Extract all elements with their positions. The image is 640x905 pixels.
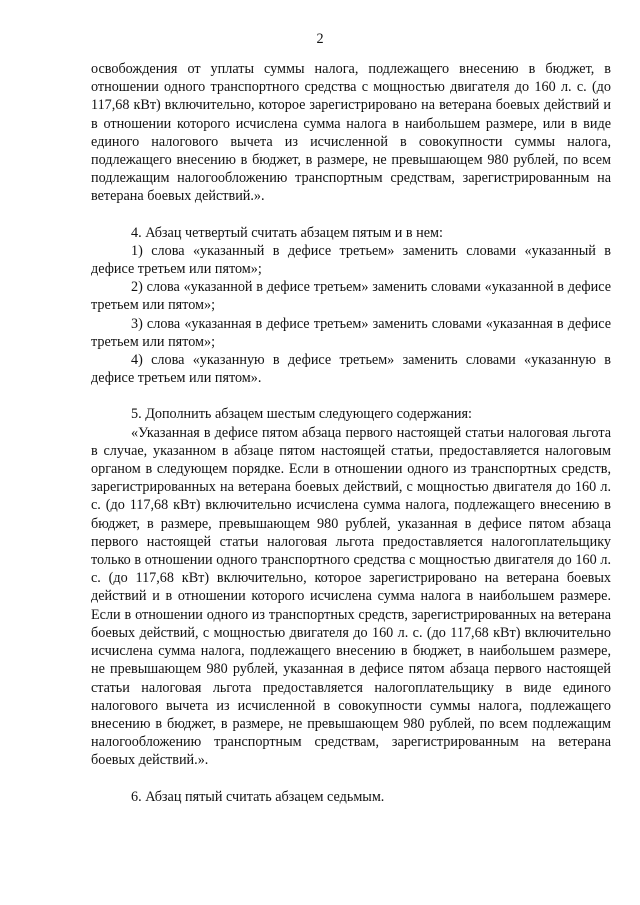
document-body xyxy=(91,60,611,806)
paragraph-quoted-text: «Указанная в дефисе пятом абзаца первого настоящей статьи налоговая льгота в случае, указанном в абзаце пятом настоящей статьи, предоставляется налоговым органом в следующем порядке. Если в отношении одного из транспортных средств, зарегистрированных на ветерана боевых действий, с мощностью двигателя до 160 л. с. (до 117,68 кВт) включительно исчислена сумма налога, подлежащего внесению в бюджет, в размере, превышающем 980 рублей, указанная в дефисе пятом абзаца первого настоящей статьи налоговая льгота предоставляется налогоплательщику только в отношении одного транспортного средства с мощностью двигателя до 160 л. с. (до 117,68 кВт) включительно, которое зарегистрировано на ветерана боевых действий и в отношении которого исчислена сумма налога в наибольшем размере. Если в отношении одного из транспортных средств, зарегистрированных на ветерана боевых действий, с мощностью двигателя до 160 л. с. (до 117,68 кВт) включительно исчислена сумма налога, подлежащего внесению в бюджет, в наибольшем размере, не превышающем 980 рублей, указанная в дефисе пятом абзаца первого настоящей статьи налоговая льгота предоставляется налогоплательщику в виде единого налогового вычета из исчисленной в совокупности суммы налога, подлежащего внесению в бюджет, в размере, не превышающем 980 рублей, по всем подлежащим налогообложению транспортным средствам, зарегистрированным на ветерана боевых действий.». xyxy=(91,424,611,769)
paragraph-continuation: освобождения от уплаты суммы налога, подлежащего внесению в бюджет, в отношении одного транспортного средства с мощностью двигателя до 160 л. с. (до 117,68 кВт) включительно, которое зарегистрировано на ветерана боевых действий и в отношении которого исчислена сумма налога в наибольшем размере, или в виде единого налогового вычета из исчисленной в совокупности суммы налога, подлежащего внесению в бюджет, в размере, не превышающем 980 рублей, по всем подлежащим налогообложению транспортным средствам, зарегистрированным на ветерана боевых действий.». xyxy=(91,61,611,205)
paragraph-item-6: 6. Абзац пятый считать абзацем седьмым. xyxy=(131,788,385,805)
paragraph-subitem-3: 3) слова «указанная в дефисе третьем» заменить словами «указанная в дефисе третьем или пятом»; xyxy=(91,315,611,350)
paragraph-item-4: 4. Абзац четвертый считать абзацем пятым и в нем: xyxy=(131,224,443,241)
page-number: 2 xyxy=(316,31,324,47)
paragraph-subitem-4: 4) слова «указанную в дефисе третьем» заменить словами «указанную в дефисе третьем или пятом». xyxy=(91,352,611,387)
paragraph-subitem-2: 2) слова «указанной в дефисе третьем» заменить словами «указанной в дефисе третьем или пятом»; xyxy=(91,279,611,314)
paragraph-item-5: 5. Дополнить абзацем шестым следующего содержания: xyxy=(131,406,472,423)
paragraph-subitem-1: 1) слова «указанный в дефисе третьем» заменить словами «указанный в дефисе третьем или пятом»; xyxy=(91,242,611,278)
